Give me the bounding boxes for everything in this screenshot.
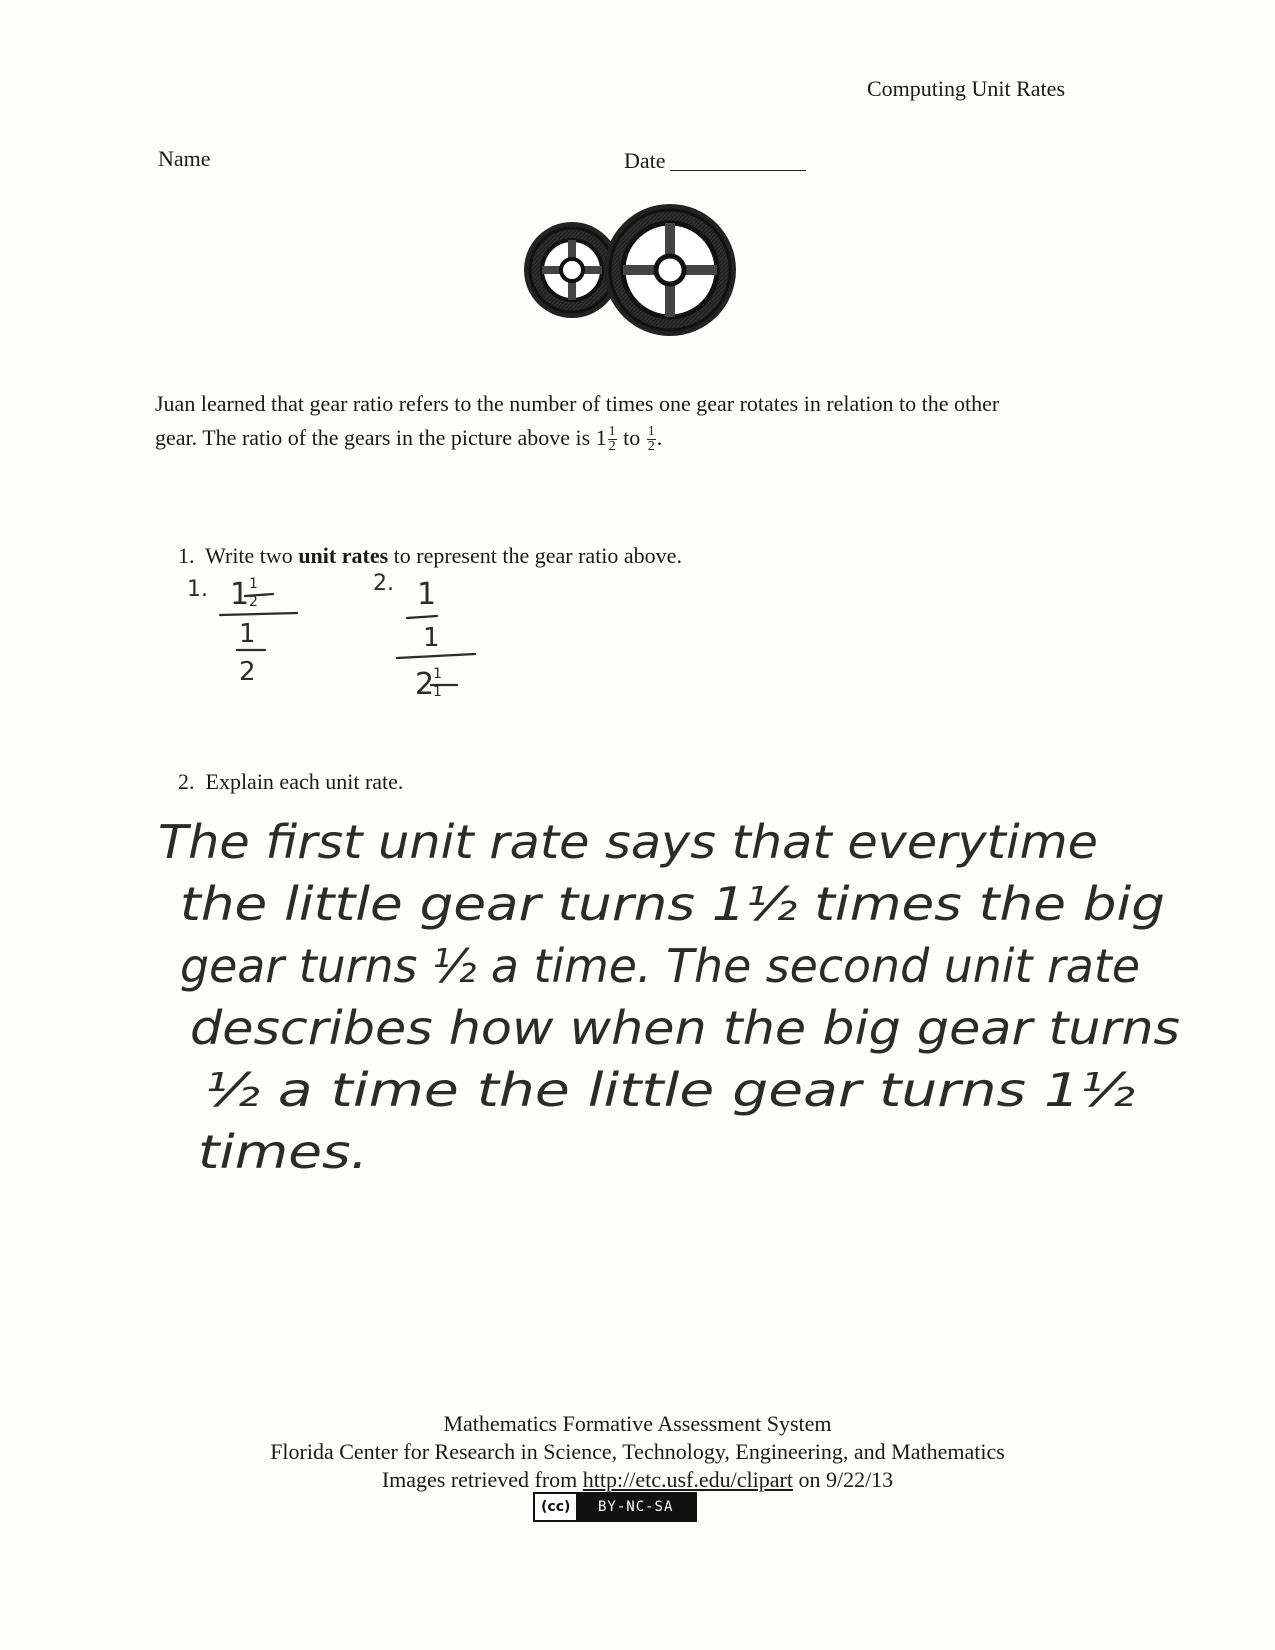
- hw-label-2: 2.: [373, 571, 394, 596]
- footer: [0, 1410, 1275, 1494]
- hw-line-4: describes how when the big gear turns: [190, 1001, 1180, 1055]
- svg-text:2: 2: [415, 667, 435, 702]
- license-label: BY-NC-SA: [597, 1499, 674, 1515]
- footer-line-1: Mathematics Formative Assessment System: [443, 1411, 832, 1436]
- svg-text:2: 2: [239, 657, 256, 687]
- question-1: 1. Write two unit rates to represent the gear ratio above.: [178, 543, 682, 568]
- fraction-one-half: $\frac{1}{2}$: [608, 424, 616, 455]
- hw-label-1: 1.: [187, 577, 208, 602]
- footer-line-2: Florida Center for Research in Science, Technology, Engineering, and Mathematics: [270, 1439, 1005, 1464]
- svg-text:1: 1: [249, 576, 258, 592]
- date-label: Date: [624, 148, 666, 173]
- svg-text:1: 1: [433, 684, 442, 700]
- intro-line-2: gear. The ratio of the gears in the picture above is 1 $\frac{1}{2}$ to $\frac{1}{2}$ .: [155, 424, 663, 455]
- clipart-link[interactable]: http://etc.usf.edu/clipart: [582, 1467, 793, 1492]
- svg-text:1: 1: [433, 666, 442, 682]
- page-title: Computing Unit Rates: [867, 76, 1065, 101]
- svg-text:1: 1: [239, 619, 256, 649]
- hw-line-6: times.: [198, 1125, 368, 1179]
- cc-license-badge: [533, 1492, 697, 1522]
- fraction-one-half-2: $\frac{1}{2}$: [647, 424, 655, 455]
- hw-line-3: gear turns ½ a time. The second unit rate: [180, 939, 1140, 993]
- svg-text:1: 1: [423, 623, 440, 653]
- handwritten-answer-2: [150, 808, 1250, 1188]
- name-label: Name: [158, 146, 211, 171]
- handwritten-answer-1: [175, 570, 555, 710]
- footer-line-3: Images retrieved from http://etc.usf.edu/clipart on 9/22/13: [381, 1467, 894, 1492]
- cc-icon: (cc): [535, 1494, 576, 1520]
- hw-line-1: The first unit rate says that everytime: [158, 815, 1098, 869]
- hw-line-2: the little gear turns 1½ times the big: [180, 877, 1165, 931]
- gears-illustration: [512, 200, 752, 340]
- big-gear-icon: [604, 204, 736, 336]
- svg-text:2: 2: [249, 594, 258, 610]
- date-field-line: [670, 170, 806, 171]
- svg-text:1: 1: [230, 577, 250, 612]
- svg-text:1: 1: [417, 577, 437, 612]
- question-2: 2. Explain each unit rate.: [178, 769, 404, 794]
- intro-line-1: Juan learned that gear ratio refers to the number of times one gear rotates in relation to the other: [155, 391, 1000, 416]
- hw-line-5: ½ a time the little gear turns 1½: [205, 1063, 1135, 1117]
- intro-paragraph: [155, 387, 1115, 455]
